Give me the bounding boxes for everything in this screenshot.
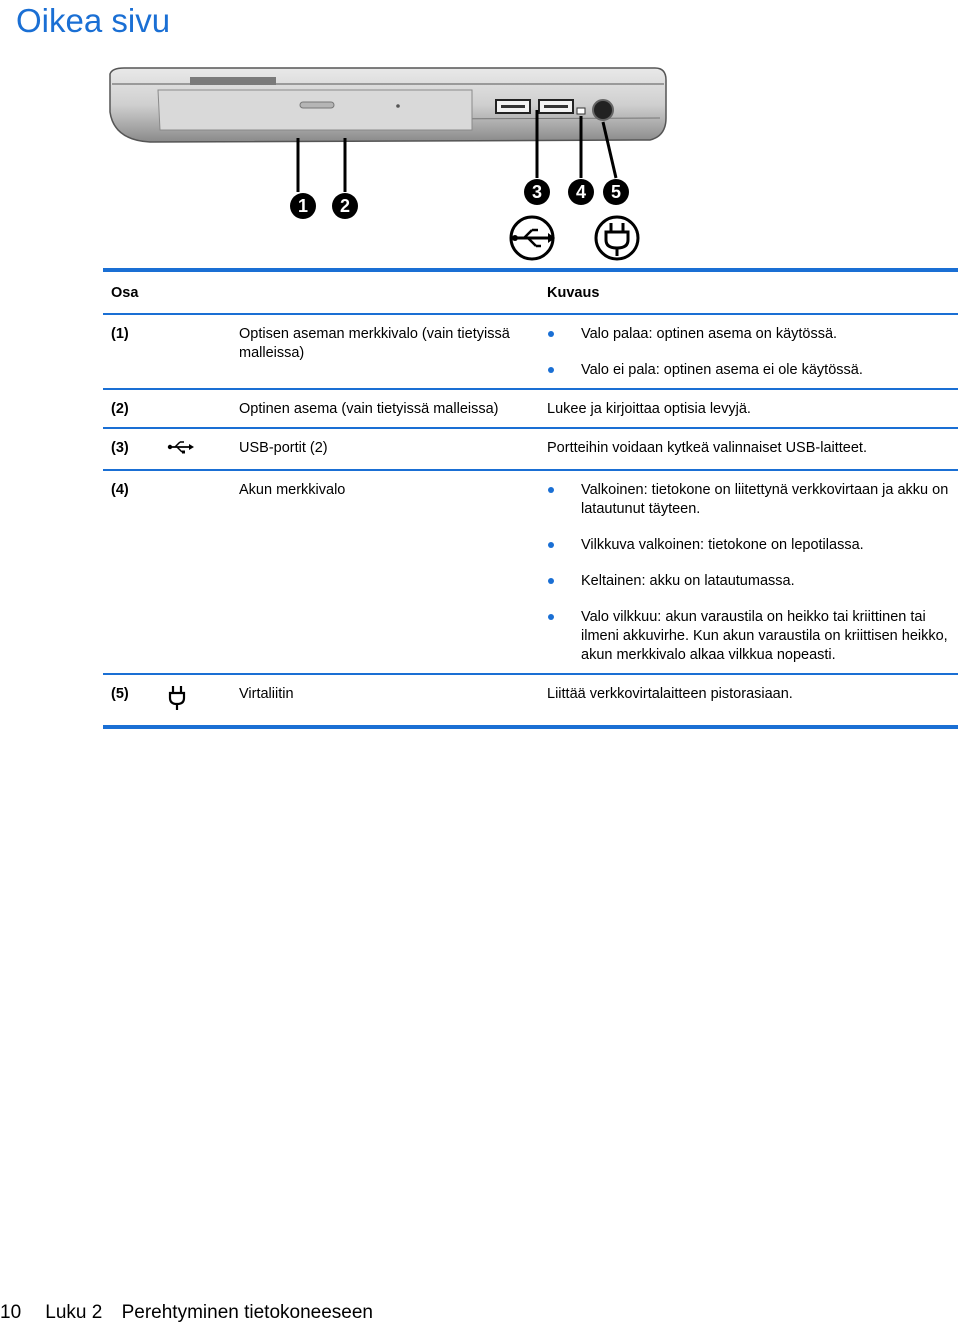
laptop-right-side-illustration — [100, 60, 680, 270]
component-description: Portteihin voidaan kytkeä valinnaiset USB-laitteet. — [539, 428, 958, 470]
page-footer — [0, 1302, 373, 1324]
component-description: Lukee ja kirjoittaa optisia levyjä. — [539, 389, 958, 428]
list-item: Keltainen: akku on latautumassa. — [547, 572, 958, 591]
component-name: USB-portit (2) — [231, 428, 539, 470]
power-plug-icon — [167, 685, 187, 711]
components-table — [103, 268, 958, 729]
callout-5: 5 — [610, 182, 622, 202]
table-row — [103, 314, 958, 389]
callout-2: 2 — [339, 196, 351, 216]
row-number: (5) — [103, 674, 159, 727]
table-row — [103, 470, 958, 674]
callout-3: 3 — [531, 182, 543, 202]
usb-icon — [511, 217, 555, 259]
usb-icon — [167, 439, 195, 455]
chapter-label: Luku 2 — [45, 1302, 103, 1323]
power-plug-icon — [596, 217, 638, 259]
component-name: Optinen asema (vain tietyissä malleissa) — [231, 389, 539, 428]
chapter-title: Perehtyminen tietokoneeseen — [121, 1302, 373, 1323]
description-list — [547, 481, 958, 665]
list-item: Vilkkuva valkoinen: tietokone on lepotilassa. — [547, 536, 958, 555]
list-item: Valo vilkkuu: akun varaustila on heikko tai kriittinen tai ilmeni akkuvirhe. Kun akun varaustila on kriittisen heikko, akun merkkivalo alkaa vilkkua nopeasti. — [547, 608, 958, 665]
page-number: 10 — [0, 1302, 22, 1323]
component-name: Optisen aseman merkkivalo (vain tietyissä malleissa) — [231, 314, 539, 389]
row-number: (1) — [103, 314, 159, 389]
row-number: (2) — [103, 389, 159, 428]
header-part: Osa — [103, 270, 539, 314]
component-description: Liittää verkkovirtalaitteen pistorasiaan. — [539, 674, 958, 727]
table-row — [103, 674, 958, 727]
list-item: Valkoinen: tietokone on liitettynä verkkovirtaan ja akku on latautunut täyteen. — [547, 481, 958, 519]
table-row — [103, 428, 958, 470]
list-item: Valo palaa: optinen asema on käytössä. — [547, 325, 958, 344]
table-header-row — [103, 270, 958, 314]
page-title: Oikea sivu — [16, 2, 171, 39]
component-name: Akun merkkivalo — [231, 470, 539, 674]
row-number: (3) — [103, 428, 159, 470]
component-name: Virtaliitin — [231, 674, 539, 727]
row-number: (4) — [103, 470, 159, 674]
table-row — [103, 389, 958, 428]
list-item: Valo ei pala: optinen asema ei ole käytössä. — [547, 361, 958, 380]
callout-4: 4 — [575, 182, 587, 202]
description-list — [547, 325, 958, 380]
callout-1: 1 — [297, 196, 309, 216]
header-description: Kuvaus — [539, 270, 958, 314]
